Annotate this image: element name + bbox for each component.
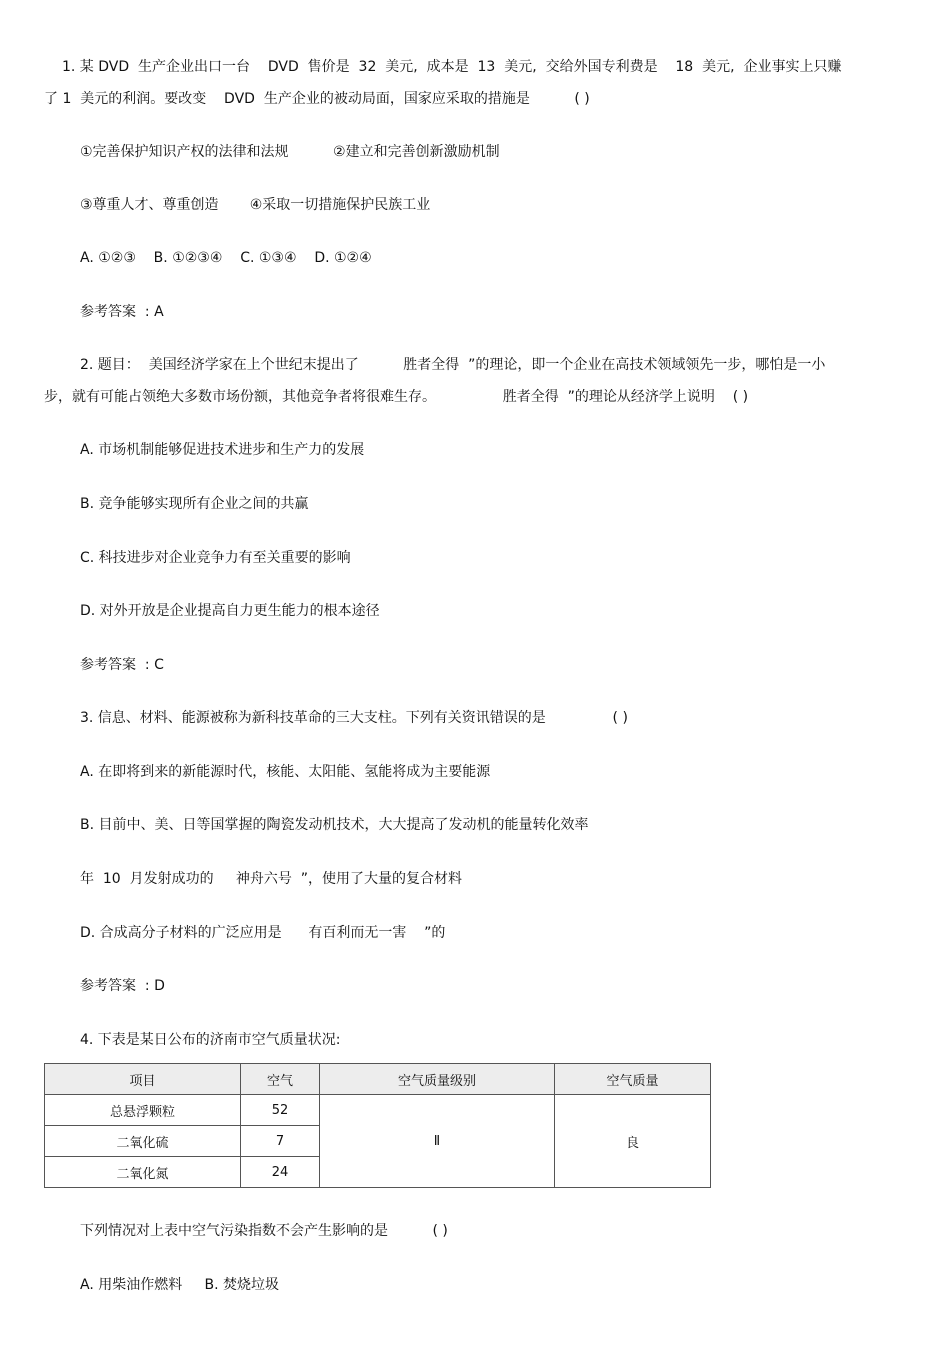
q1-statements-3-4: ③尊重人才、尊重创造 ④采取一切措施保护民族工业 bbox=[80, 197, 431, 213]
q1-answer: 参考答案 : A bbox=[80, 304, 164, 320]
row-item: 总悬浮颗粒 bbox=[45, 1095, 241, 1126]
q3-stem: 3. 信息、材料、能源被称为新科技革命的三大支柱。下列有关资讯错误的是 ( ) bbox=[80, 710, 628, 726]
header-item: 项目 bbox=[45, 1064, 241, 1095]
q3-option-b: B. 目前中、美、日等国掌握的陶瓷发动机技术，大大提高了发动机的能量转化效率 bbox=[80, 817, 589, 833]
q2-option-d: D. 对外开放是企业提高自力更生能力的根本途径 bbox=[80, 603, 380, 619]
header-air: 空气 bbox=[241, 1064, 320, 1095]
row-value: 7 bbox=[241, 1126, 320, 1157]
header-air-quality-level: 空气质量级别 bbox=[320, 1064, 555, 1095]
row-value: 24 bbox=[241, 1157, 320, 1188]
row-item: 二氧化硫 bbox=[45, 1126, 241, 1157]
q2-option-c: C. 科技进步对企业竞争力有至关重要的影响 bbox=[80, 550, 351, 566]
q2-option-b: B. 竞争能够实现所有企业之间的共赢 bbox=[80, 496, 309, 512]
q2-answer: 参考答案 : C bbox=[80, 657, 164, 673]
q2-stem-line1: 2. 题目： 美国经济学家在上个世纪末提出了 胜者全得 ”的理论，即一个企业在高技术领域领先一步，哪怕是一小 bbox=[80, 357, 826, 373]
q1-stem-line2: 了 1 美元的利润。要改变 DVD 生产企业的被动局面，国家应采取的措施是 ( ) bbox=[44, 91, 590, 107]
q2-stem-line2: 步，就有可能占领绝大多数市场份额，其他竞争者将很难生存。 胜者全得 ”的理论从经济学上说明 ( ) bbox=[44, 389, 749, 405]
row-item: 二氧化氮 bbox=[45, 1157, 241, 1188]
q1-statements-1-2: ①完善保护知识产权的法律和法规 ②建立和完善创新激励机制 bbox=[80, 144, 500, 160]
q2-option-a: A. 市场机制能够促进技术进步和生产力的发展 bbox=[80, 442, 365, 458]
q4-stem: 4. 下表是某日公布的济南市空气质量状况: bbox=[80, 1032, 341, 1048]
q3-option-d: D. 合成高分子材料的广泛应用是 有百利而无一害 ”的 bbox=[80, 925, 446, 941]
table-header-row bbox=[45, 1064, 711, 1095]
q3-option-c: 年 10 月发射成功的 神舟六号 ”，使用了大量的复合材料 bbox=[80, 871, 463, 887]
air-quality-table bbox=[44, 1063, 711, 1188]
q3-answer: 参考答案 : D bbox=[80, 978, 165, 994]
header-air-quality: 空气质量 bbox=[555, 1064, 711, 1095]
row-value: 52 bbox=[241, 1095, 320, 1126]
air-quality-cell: 良 bbox=[555, 1095, 711, 1188]
q1-stem-line1: 1. 某 DVD 生产企业出口一台 DVD 售价是 32 美元, 成本是 13 美元, 交给外国专利费是 18 美元, 企业事实上只赚 bbox=[62, 59, 842, 75]
air-quality-level-cell: Ⅱ bbox=[320, 1095, 555, 1188]
q4-question: 下列情况对上表中空气污染指数不会产生影响的是 ( ) bbox=[80, 1223, 448, 1239]
q3-option-a: A. 在即将到来的新能源时代，核能、太阳能、氢能将成为主要能源 bbox=[80, 764, 491, 780]
q4-choices: A. 用柴油作燃料 B. 焚烧垃圾 bbox=[80, 1277, 279, 1293]
table-row bbox=[45, 1095, 711, 1126]
q1-choices: A. ①②③ B. ①②③④ C. ①③④ D. ①②④ bbox=[80, 250, 372, 266]
